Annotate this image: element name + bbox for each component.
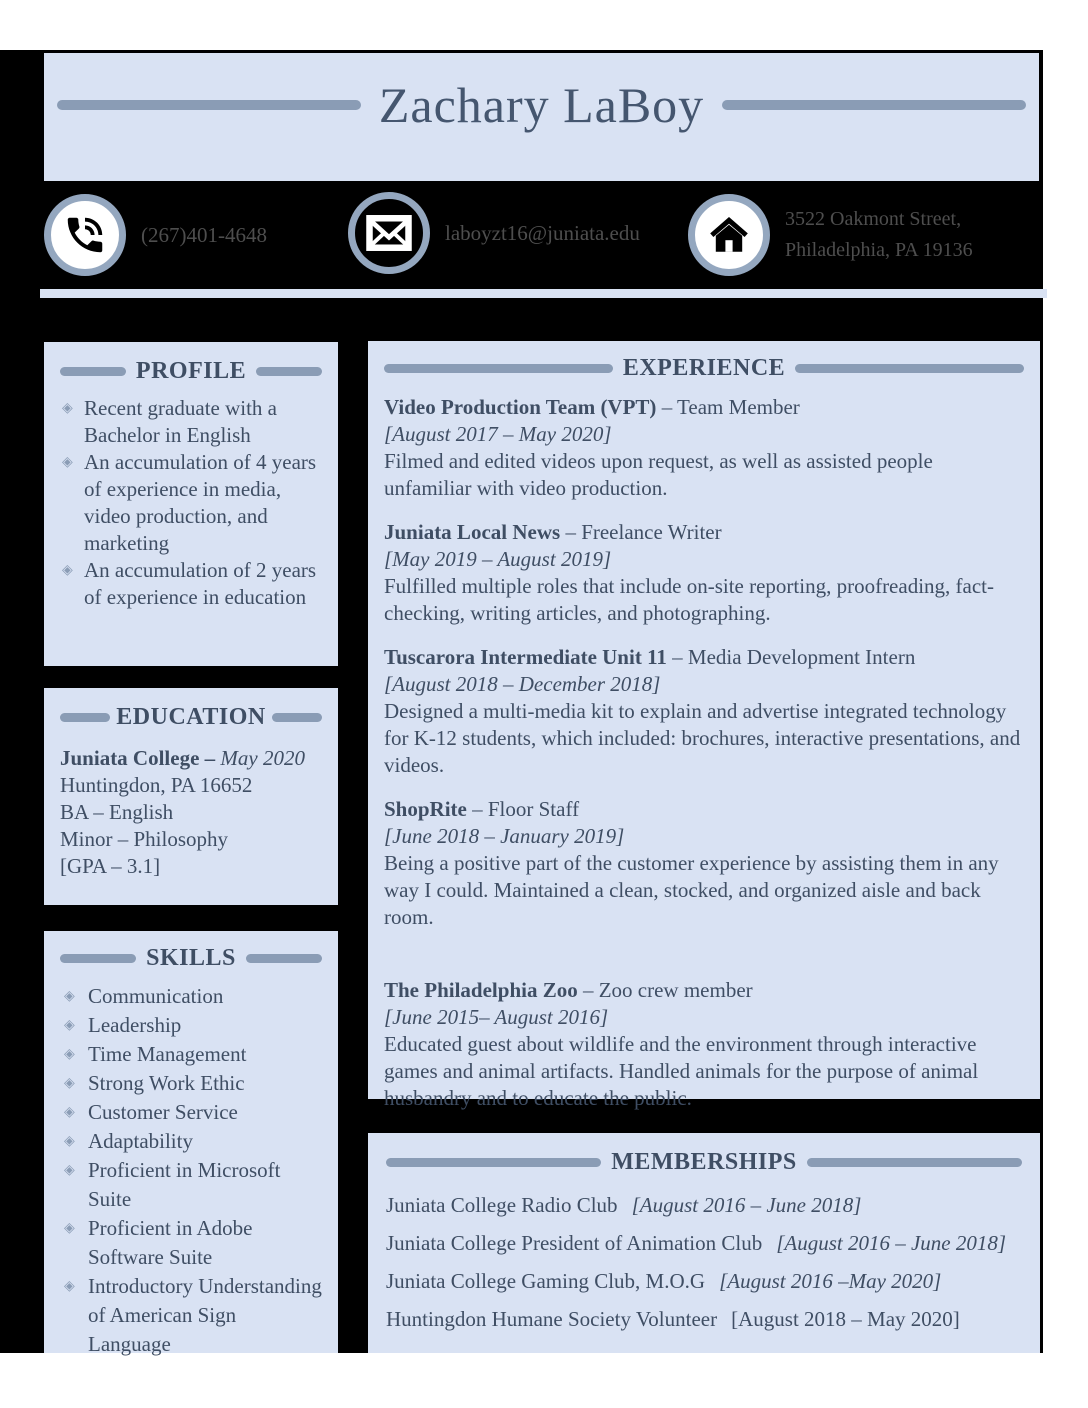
job-dates: [May 2019 – August 2019]	[384, 547, 612, 571]
job-description: Educated guest about wildlife and the environment through interactive games and animal artifacts. Handled animals for the purpose of animal husbandry and to educate the public.	[384, 1032, 979, 1110]
job-org: Juniata Local News	[384, 520, 561, 544]
job-description: Being a positive part of the customer experience by assisting them in any way I could. Maintained a clean, stocked, and organized aisle and back room.	[384, 851, 999, 929]
membership-dates: [August 2016 – June 2018]	[776, 1231, 1007, 1255]
list-item	[60, 1040, 322, 1069]
education-heading: EDUCATION	[116, 704, 266, 730]
education-school-line	[60, 745, 322, 772]
mailing-address	[785, 204, 973, 266]
skill-text: Introductory Understanding of American Sign Language	[88, 1274, 322, 1356]
list-item	[60, 1069, 322, 1098]
diamond-bullet-icon: ◈	[64, 1076, 75, 1091]
diamond-bullet-icon: ◈	[64, 1163, 75, 1178]
diamond-bullet-icon: ◈	[64, 1221, 75, 1236]
experience-rule-left	[384, 364, 613, 373]
skills-rule-right	[246, 954, 322, 963]
experience-job	[384, 796, 1024, 931]
education-location: Huntingdon, PA 16652	[60, 773, 253, 797]
job-org: ShopRite	[384, 797, 467, 821]
list-item	[60, 557, 322, 611]
profile-bullet-list	[60, 395, 322, 611]
address-line-1: 3522 Oakmont Street,	[785, 208, 962, 230]
job-role: – Freelance Writer	[560, 520, 722, 544]
membership-row	[386, 1192, 1022, 1219]
job-dates: [August 2017 – May 2020]	[384, 422, 612, 446]
job-title-line	[384, 394, 1024, 421]
job-role: – Floor Staff	[466, 797, 580, 821]
job-title-line	[384, 519, 1024, 546]
education-rule-right	[272, 713, 322, 722]
membership-row	[386, 1230, 1022, 1257]
job-role: – Zoo crew member	[577, 978, 753, 1002]
skill-text: Proficient in Microsoft Suite	[88, 1158, 281, 1211]
membership-row	[386, 1306, 1022, 1333]
experience-heading-row	[384, 355, 1024, 382]
address-line-2: Philadelphia, PA 19136	[785, 239, 973, 261]
education-grad-date: May 2020	[220, 746, 305, 770]
job-description: Fulfilled multiple roles that include on-site reporting, proofreading, fact-checking, writing articles, and photographing.	[384, 574, 994, 625]
job-dates: [June 2018 – January 2019]	[384, 824, 625, 848]
diamond-bullet-icon: ◈	[64, 989, 75, 1004]
diamond-bullet-icon: ◈	[64, 1105, 75, 1120]
job-description: Filmed and edited videos upon request, as well as assisted people unfamiliar with video production.	[384, 449, 933, 500]
list-item	[60, 395, 322, 449]
skill-text: Customer Service	[88, 1100, 238, 1124]
email-icon	[348, 192, 430, 274]
job-role: – Team Member	[656, 395, 800, 419]
skills-section	[44, 931, 338, 1356]
skill-text: Leadership	[88, 1013, 182, 1037]
phone-number: (267)401-4648	[141, 222, 267, 247]
profile-rule-right	[256, 367, 322, 376]
skill-text: Adaptability	[88, 1129, 193, 1153]
memberships-section	[368, 1133, 1040, 1353]
skills-heading-row	[60, 945, 322, 972]
list-item	[60, 1214, 322, 1272]
membership-row	[386, 1268, 1022, 1295]
profile-bullet-text: An accumulation of 4 years of experience in media, video production, and marketing	[84, 450, 317, 555]
profile-rule-left	[60, 367, 126, 376]
profile-heading: PROFILE	[135, 358, 247, 384]
memberships-heading-row	[386, 1149, 1022, 1176]
profile-bullet-text: Recent graduate with a Bachelor in English	[84, 396, 277, 447]
diamond-bullet-icon: ◈	[64, 1134, 75, 1149]
membership-dates: [August 2016 – June 2018]	[631, 1193, 862, 1217]
contact-address	[688, 194, 973, 276]
job-org: Tuscarora Intermediate Unit 11	[384, 645, 667, 669]
title-rule-left	[57, 100, 361, 110]
experience-job	[384, 394, 1024, 502]
membership-org: Juniata College Radio Club	[386, 1193, 618, 1217]
skills-list	[60, 982, 322, 1359]
job-title-line	[384, 977, 1024, 1004]
list-item	[60, 1156, 322, 1214]
header-panel	[44, 53, 1039, 181]
list-item	[60, 449, 322, 557]
skill-text: Time Management	[88, 1042, 247, 1066]
list-item	[60, 1011, 322, 1040]
education-rule-left	[60, 713, 110, 722]
experience-heading: EXPERIENCE	[622, 355, 786, 381]
education-gpa: [GPA – 3.1]	[60, 854, 161, 878]
profile-heading-row	[60, 358, 322, 385]
memberships-heading: MEMBERSHIPS	[611, 1149, 797, 1175]
list-item	[60, 1272, 322, 1359]
skill-text: Communication	[88, 984, 224, 1008]
education-minor: Minor – Philosophy	[60, 827, 229, 851]
experience-job	[384, 644, 1024, 779]
experience-job	[384, 519, 1024, 627]
profile-section	[44, 342, 338, 666]
diamond-bullet-icon: ◈	[64, 1047, 75, 1062]
job-dates: [August 2018 – December 2018]	[384, 672, 661, 696]
experience-section	[368, 341, 1040, 1110]
experience-rule-right	[795, 364, 1024, 373]
membership-org: Huntingdon Humane Society Volunteer	[386, 1307, 718, 1331]
page-title: Zachary LaBoy	[378, 77, 705, 133]
job-title-line	[384, 796, 1024, 823]
job-title-line	[384, 644, 1024, 671]
title-rule-right	[722, 100, 1026, 110]
education-heading-row	[60, 704, 322, 731]
header-divider-bar	[40, 289, 1047, 298]
memberships-rule-left	[386, 1158, 601, 1167]
home-icon	[688, 194, 770, 276]
job-org: Video Production Team (VPT)	[384, 395, 657, 419]
membership-org: Juniata College Gaming Club, M.O.G	[386, 1269, 706, 1293]
job-description: Designed a multi-media kit to explain and advertise integrated technology for K-12 students, which included: brochures, interactive presentations, and videos.	[384, 699, 1021, 777]
profile-bullet-text: An accumulation of 2 years of experience in education	[84, 558, 317, 609]
contact-phone	[44, 194, 267, 276]
email-address: laboyzt16@juniata.edu	[445, 220, 640, 245]
list-item	[60, 982, 322, 1011]
list-item	[60, 1098, 322, 1127]
education-school: Juniata College –	[60, 746, 221, 770]
skill-text: Proficient in Adobe Software Suite	[88, 1216, 253, 1269]
contact-email	[348, 192, 640, 274]
job-dates: [June 2015– August 2016]	[384, 1005, 609, 1029]
skills-heading: SKILLS	[146, 945, 236, 971]
diamond-bullet-icon: ◈	[64, 1018, 75, 1033]
education-section	[44, 688, 338, 905]
skills-rule-left	[60, 954, 136, 963]
membership-dates: [August 2016 –May 2020]	[719, 1269, 942, 1293]
membership-dates: [August 2018 – May 2020]	[731, 1307, 960, 1331]
list-item	[60, 1127, 322, 1156]
diamond-bullet-icon: ◈	[64, 1279, 75, 1294]
experience-job	[384, 977, 1024, 1112]
phone-icon	[44, 194, 126, 276]
education-degree: BA – English	[60, 800, 174, 824]
membership-org: Juniata College President of Animation Club	[386, 1231, 763, 1255]
job-org: The Philadelphia Zoo	[384, 978, 578, 1002]
memberships-rule-right	[807, 1158, 1022, 1167]
diamond-bullet-icon: ◈	[62, 401, 73, 416]
skill-text: Strong Work Ethic	[88, 1071, 245, 1095]
diamond-bullet-icon: ◈	[62, 563, 73, 578]
diamond-bullet-icon: ◈	[62, 455, 73, 470]
job-role: – Media Development Intern	[666, 645, 916, 669]
